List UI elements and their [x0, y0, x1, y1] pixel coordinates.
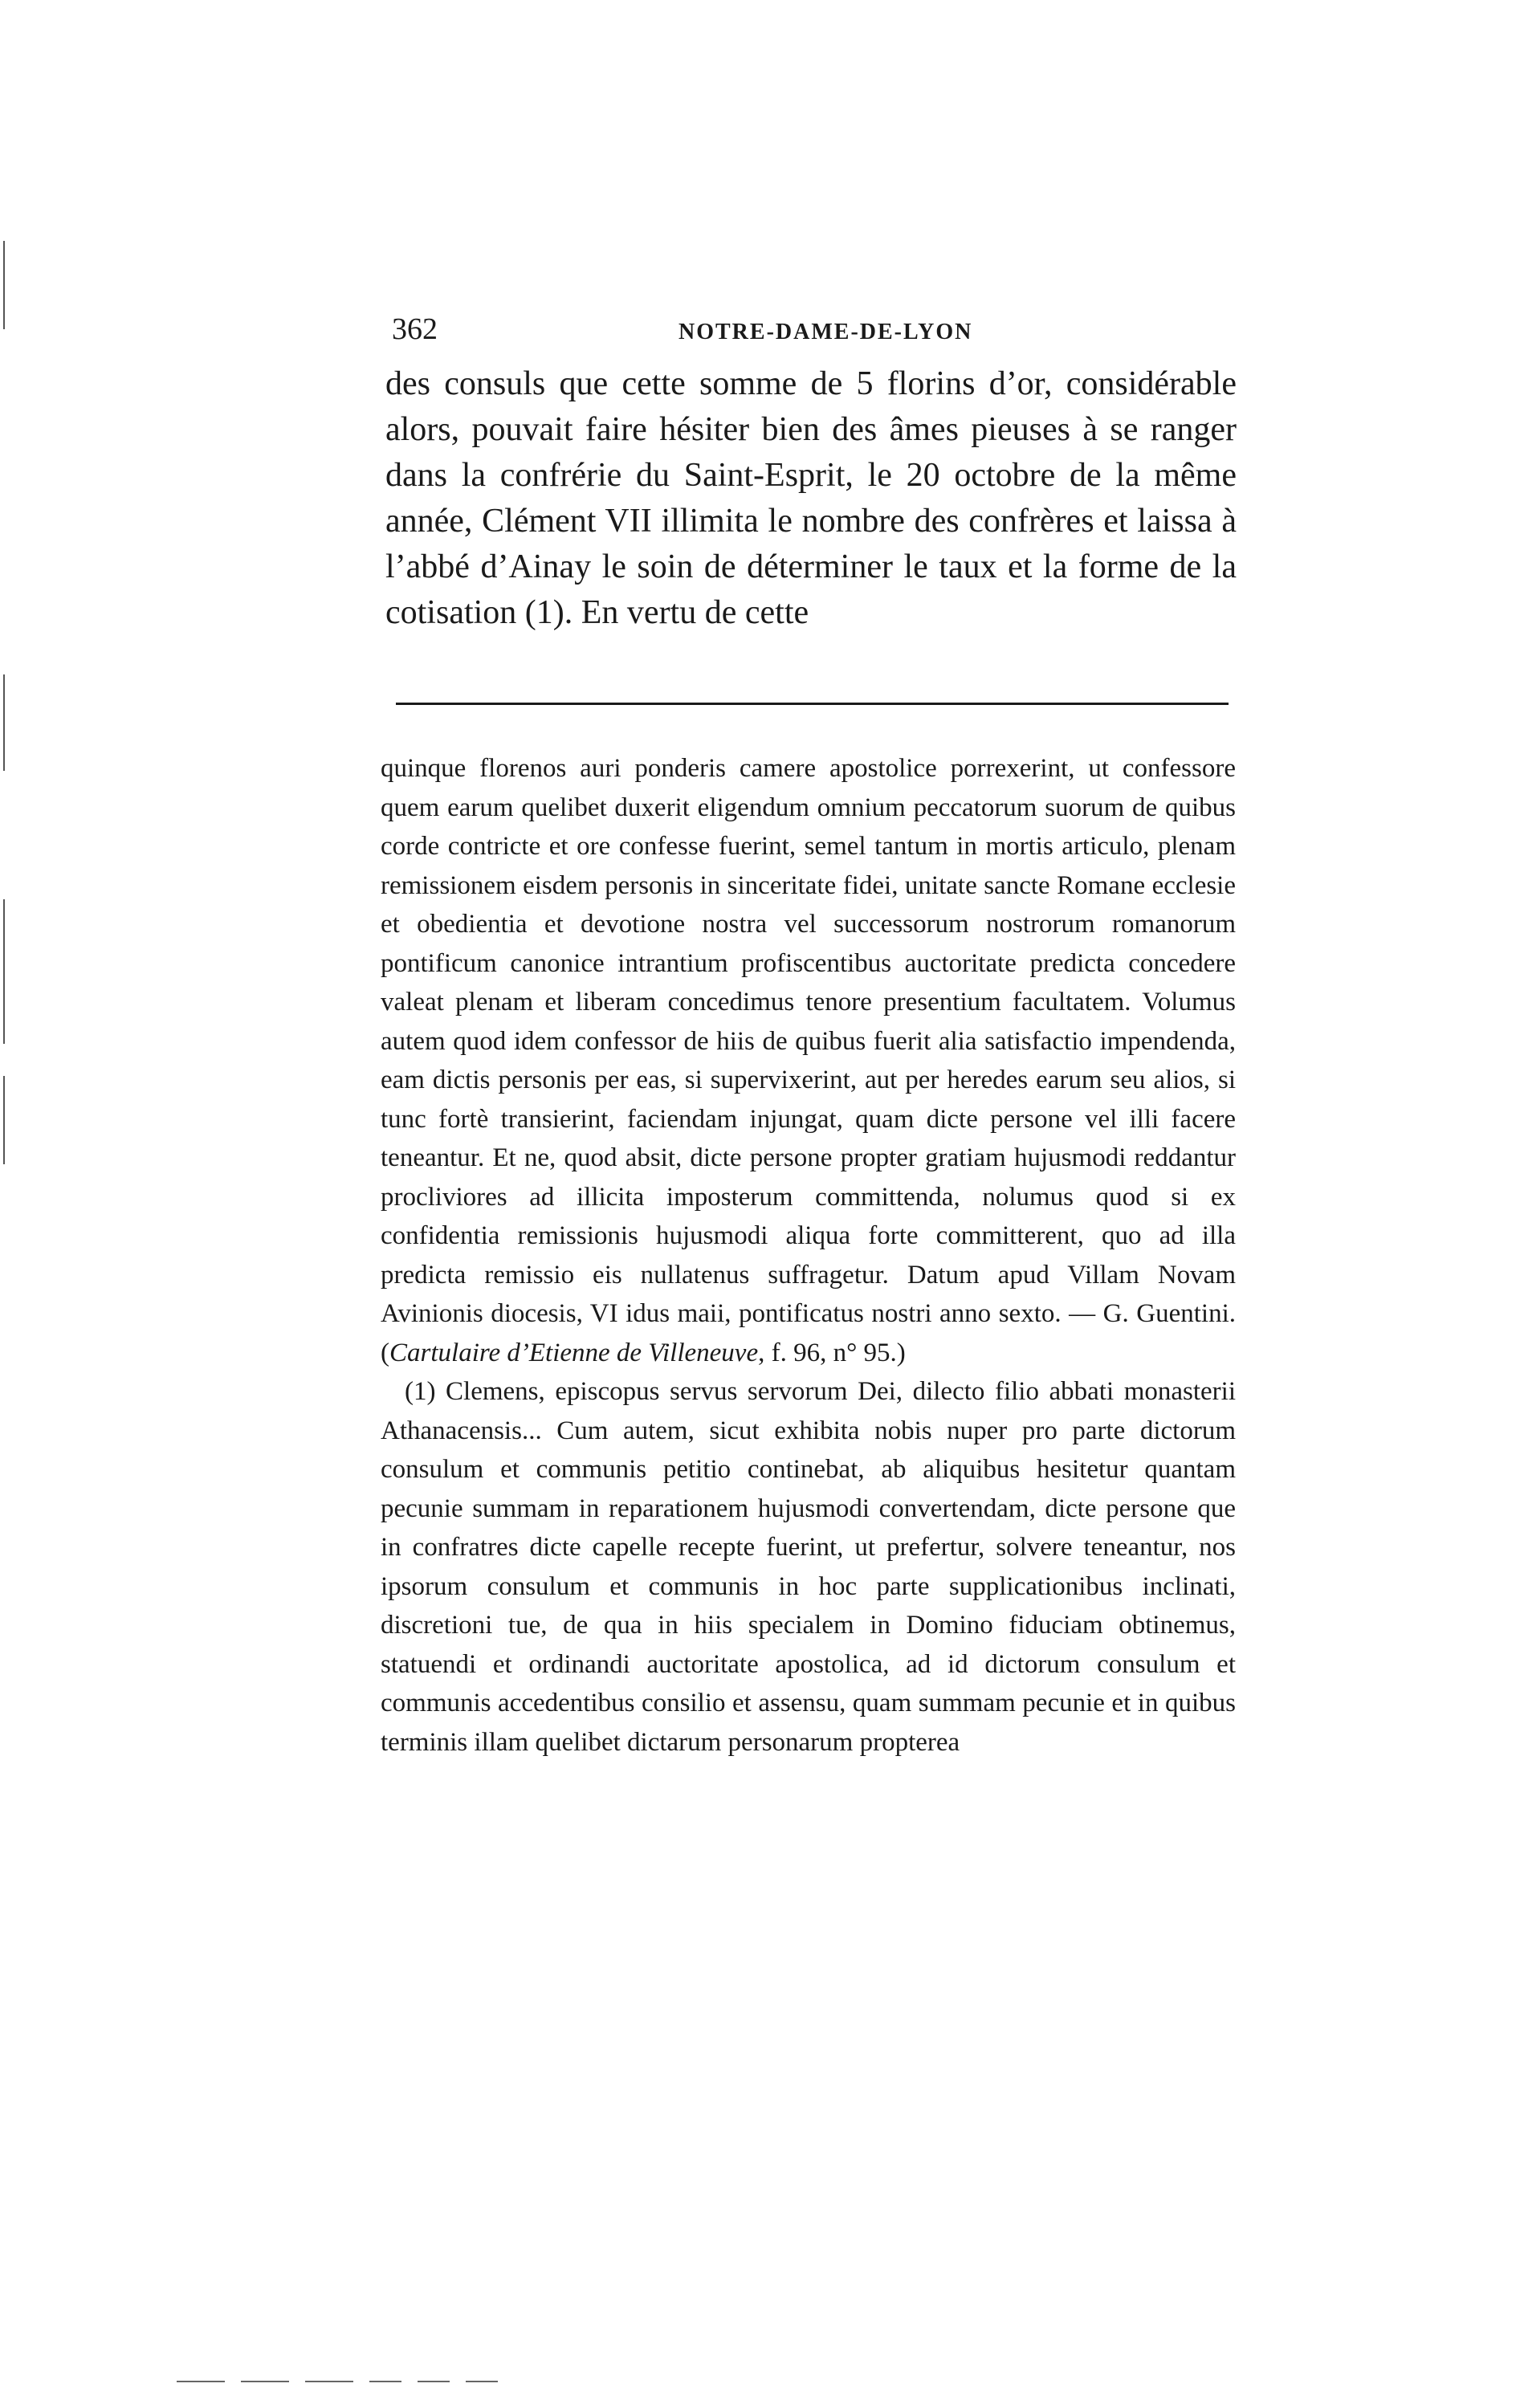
- page-number: 362: [392, 312, 438, 346]
- footnote-1: (1) Clemens, episcopus servus servorum Dei, dilecto filio abbati monasterii Athanacensis... Cum autem, sicut exhibita nobis nuper pro parte dictorum consulum et communis petitio continebat, ab aliquibus hesitetur quantam pecunie summam in reparationem hujusmodi convertendam, dicte persone que in confratres dicte capelle recepte fuerint, ut prefertur, solvere teneantur, nos ipsorum consulum et communis in hoc parte supplicationibus inclinati, discretioni tue, de qua in hiis specialem in Domino fiduciam obtinemus, statuendi et ordinandi auctoritate apostolica, ad id dictorum consulum et communis accedentibus consilio et assensu, quam summam pecunie et in quibus terminis illam quelibet dictarum personarum propterea: [381, 1377, 1236, 1757]
- scan-artifact-dash: [241, 2381, 289, 2382]
- scan-artifact-dash: [305, 2381, 353, 2382]
- main-text: des consuls que cette somme de 5 florins d’or, considérable alors, pouvait faire hésiter bien des âmes pieuses à se ranger dans la confrérie du Saint-Esprit, le 20 octobre de la même année, Clément VII illimita le nombre des confrères et laissa à l’abbé d’Ainay le soin de déterminer le taux et la forme de la cotisation (1). En vertu de cette: [385, 365, 1237, 631]
- scan-artifact-dash: [418, 2381, 450, 2382]
- scan-edge-mark: [3, 1076, 5, 1164]
- scan-artifact-dash: [369, 2381, 401, 2382]
- continued-footnote-text: quinque florenos auri ponderis camere apostolice porrexerint, ut confessore quem earum quelibet duxerit eligendum omnium peccatorum suorum de quibus corde contricte et ore confesse fuerint, semel tantum in mortis articulo, plenam remissionem eisdem personis in sinceritate fidei, unitate sancte Romane ecclesie et obedientia et devotione nostra vel successorum nostrorum romanorum pontificum canonice intrantium profiscentibus auctoritate predicta concedere valeat plenam et liberam concedimus tenore presentium facultatem. Volumus autem quod idem confessor de hiis de quibus fuerit alia satisfactio impendenda, eam dictis personis per eas, si supervixerint, aut per heredes earum seu alios, si tunc fortè transierint, faciendam injungat, quam dicte persone vel illi facere teneantur. Et ne, quod absit, dicte persone propter gratiam hujusmodi reddantur procliviores ad illicita imposterum committenda, nolumus quod si ex confidentia remissionis hujusmodi aliqua forte committerent, quo ad illa predicta remissio eis nullatenus suffragetur. Datum apud Villam Novam Avinionis diocesis, VI idus maii, pontificatus nostri anno sexto. — G. Guentini. (: [381, 754, 1236, 1367]
- scan-edge-mark: [3, 674, 5, 771]
- running-head: NOTRE-DAME-DE-LYON: [678, 320, 973, 344]
- footnotes: [381, 749, 1236, 1762]
- continued-footnote: [381, 749, 1236, 1372]
- citation-reference: , f. 96, n° 95.): [758, 1338, 906, 1367]
- footnote-separator: [396, 703, 1229, 705]
- cartulaire-citation: Cartulaire d’Etienne de Villeneuve: [389, 1338, 759, 1367]
- page-header: [385, 309, 1237, 349]
- scan-edge-mark: [3, 241, 5, 329]
- scan-artifact-dash: [466, 2381, 498, 2382]
- scan-edge-mark: [3, 899, 5, 1044]
- scan-artifact-dash: [177, 2381, 225, 2382]
